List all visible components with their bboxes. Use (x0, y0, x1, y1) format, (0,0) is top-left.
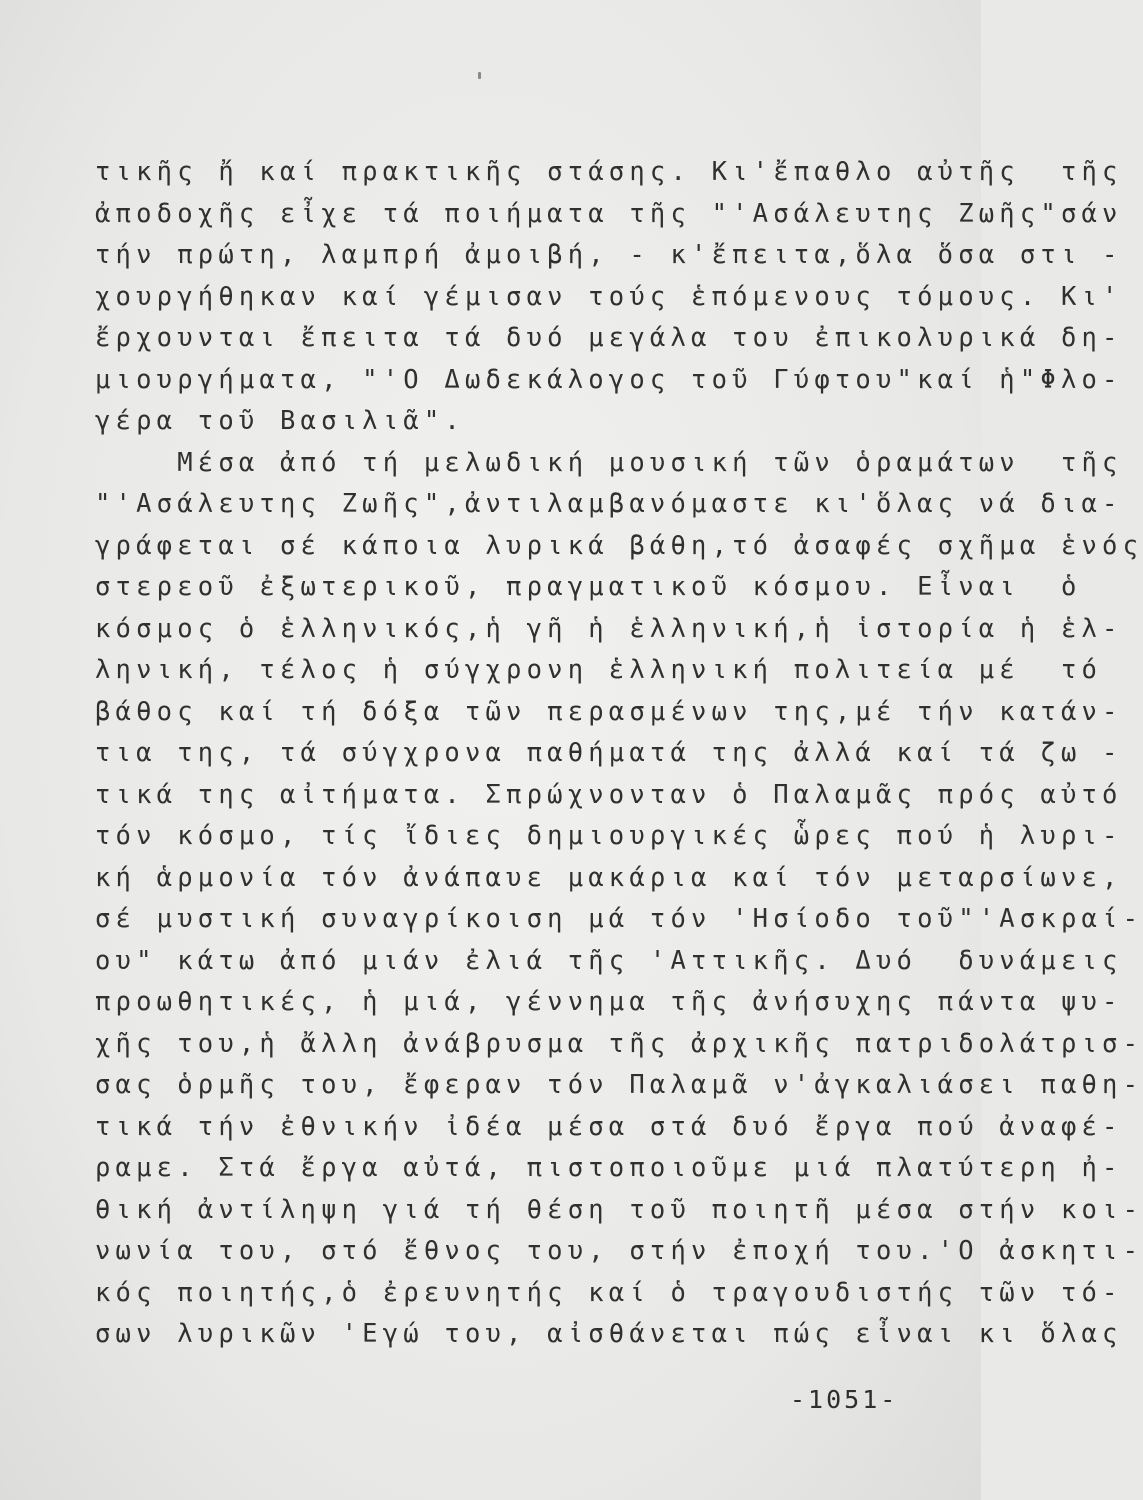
text-line: βάθος καί τή δόξα τῶν περασμένων της,μέ τήν κατάν- (95, 696, 1123, 727)
dust-speck (478, 72, 481, 79)
text-line: ου" κάτω ἀπό μιάν ἐλιά τῆς 'Αττικῆς. Δυό δυνάμεις (95, 945, 1123, 976)
text-line: ἀποδοχῆς εἶχε τά ποιήματα τῆς "'Ασάλευτης Ζωῆς"σάν (95, 198, 1123, 229)
text-line: "'Ασάλευτης Ζωῆς",ἀντιλαμβανόμαστε κι'ὅλας νά δια- (95, 489, 1123, 519)
text-line: ραμε. Στά ἔργα αὐτά, πιστοποιοῦμε μιά πλατύτερη ἠ- (95, 1153, 1123, 1183)
text-line: τια της, τά σύγχρονα παθήματά της ἀλλά καί τά ζω - (95, 738, 1123, 768)
text-line: κόσμος ὁ ἑλληνικός,ἡ γῆ ἡ ἑλληνική,ἡ ἱστορία ἡ ἑλ- (95, 613, 1123, 644)
text-line: τικά της αἰτήματα. Σπρώχνονταν ὁ Παλαμᾶς πρός αὐτό (95, 779, 1123, 810)
text-line: προωθητικές, ἡ μιά, γέννημα τῆς ἀνήσυχης πάντα ψυ- (95, 987, 1123, 1017)
text-line: τικῆς ἤ καί πρακτικῆς στάσης. Κι'ἔπαθλο αὐτῆς τῆς (95, 157, 1123, 187)
text-line: νωνία του, στό ἔθνος του, στήν ἐποχή του.'Ο ἀσκητι- (95, 1236, 1143, 1266)
text-line: Μέσα ἀπό τή μελωδική μουσική τῶν ὁραμάτων τῆς (95, 447, 1123, 478)
page-number: -1051- (790, 1385, 899, 1414)
text-line: χῆς του,ἡ ἄλλη ἀνάβρυσμα τῆς ἀρχικῆς πατριδολάτρισ- (95, 1028, 1143, 1059)
text-line: γέρα τοῦ Βασιλιᾶ". (95, 406, 465, 436)
text-line: κή ἁρμονία τόν ἀνάπαυε μακάρια καί τόν μεταρσίωνε, (95, 862, 1123, 893)
body-text (95, 152, 1143, 1356)
text-line: σων λυρικῶν 'Εγώ του, αἰσθάνεται πώς εἶναι κι ὅλας (95, 1319, 1123, 1349)
text-line: γράφεται σέ κάποια λυρικά βάθη,τό ἀσαφές σχῆμα ἑνός (95, 530, 1143, 561)
text-line: τήν πρώτη, λαμπρή ἀμοιβή, - κ'ἔπειτα,ὅλα ὅσα στι - (95, 240, 1123, 270)
text-line: χουργήθηκαν καί γέμισαν τούς ἑπόμενους τόμους. Κι' (95, 281, 1123, 312)
text-line: τόν κόσμο, τίς ἴδιες δημιουργικές ὧρες πού ἡ λυρι- (95, 821, 1123, 851)
text-line: ἔρχουνται ἔπειτα τά δυό μεγάλα του ἐπικολυρικά δη- (95, 323, 1123, 353)
text-line: σας ὁρμῆς του, ἔφεραν τόν Παλαμᾶ ν'ἀγκαλιάσει παθη- (95, 1070, 1143, 1100)
text-line: κός ποιητής,ὁ ἐρευνητής καί ὁ τραγουδιστής τῶν τό- (95, 1277, 1123, 1308)
text-line: μιουργήματα, "'Ο Δωδεκάλογος τοῦ Γύφτου"καί ἡ"Φλο- (95, 364, 1123, 395)
text-line: θική ἀντίληψη γιά τή θέση τοῦ ποιητῆ μέσα στήν κοι- (95, 1194, 1143, 1225)
text-line: στερεοῦ ἐξωτερικοῦ, πραγματικοῦ κόσμου. Εἶναι ὁ (95, 572, 1082, 602)
text-line: τικά τήν ἐθνικήν ἰδέα μέσα στά δυό ἔργα πού ἀναφέ- (95, 1111, 1123, 1142)
text-line: σέ μυστική συναγρίκοιση μά τόν 'Ησίοδο τοῦ"'Ασκραί- (95, 904, 1143, 934)
text-line: ληνική, τέλος ἡ σύγχρονη ἑλληνική πολιτεία μέ τό (95, 655, 1103, 685)
